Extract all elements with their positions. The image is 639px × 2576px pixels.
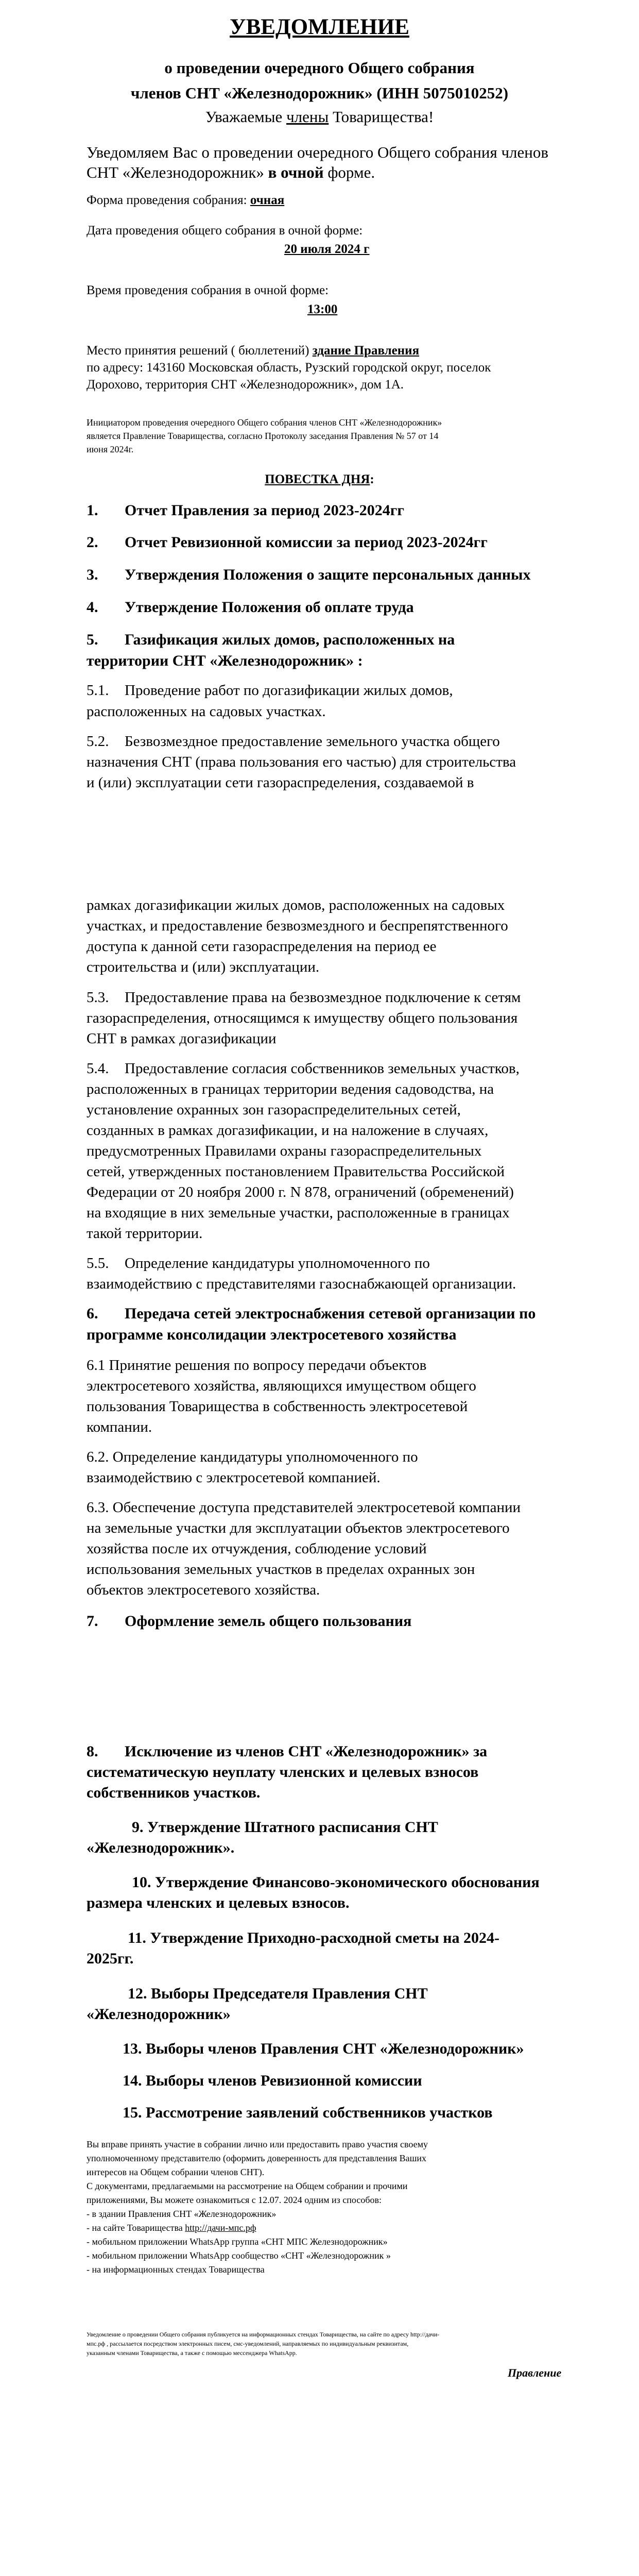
item-5-5-line-2: взаимодействию с представителями газоснабжающей организации.: [87, 1276, 516, 1292]
closing-line-4: С документами, предлагаемыми на рассмотрение на Общем собрании и прочими: [87, 2181, 408, 2191]
subtitle-line-2: членов СНТ «Железнодорожник» (ИНН 5075010252): [130, 84, 509, 102]
agenda-item-9: 9. Утверждение Штатного расписания СНТ: [132, 1819, 438, 1836]
agenda-item-15: 15. Рассмотрение заявлений собственников участков: [123, 2104, 493, 2121]
closing-bullet-2: - на сайте Товарищества http://дачи-мпс.рф: [87, 2223, 256, 2233]
item-5-2-line-6: доступа к данной сети газораспределения на период ее: [87, 938, 437, 955]
signature: Правление: [508, 2366, 562, 2379]
item-5-2-line-5: участках, и предоставление безвозмездного и беспрепятственного: [87, 918, 508, 934]
agenda-item-14: 14. Выборы членов Ревизионной комиссии: [123, 2072, 422, 2089]
place-address-2: Дорохово, территория СНТ «Железнодорожник», дом 1А.: [87, 378, 404, 392]
agenda-item-9-line-2: «Железнодорожник».: [87, 1839, 235, 1856]
item-5-2-line-4: рамках догазификации жилых домов, расположенных на садовых: [87, 897, 505, 913]
closing-bullet-3: - мобильном приложении WhatsApp группа «СНТ МПС Железнодорожник»: [87, 2236, 388, 2247]
footnote-line-3: указанным членами Товарищества, а также с помощью мессенджера WhatsApp.: [87, 2349, 297, 2357]
agenda-item-5: 5. Газификация жилых домов, расположенных на: [87, 631, 455, 648]
meeting-time: 13:00: [307, 302, 338, 316]
item-6-2: 6.2. Определение кандидатуры уполномоченного по: [87, 1449, 418, 1465]
page-title: УВЕДОМЛЕНИЕ: [230, 15, 409, 39]
agenda-item-10: 10. Утверждение Финансово-экономического обоснования: [132, 1874, 540, 1891]
item-5-4: 5.4. Предоставление согласия собственников земельных участков,: [87, 1060, 520, 1077]
item-5-4-line-8: на входящие в них земельные участки, расположенные в границах: [87, 1205, 510, 1221]
agenda-item-8-line-2: систематическую неуплату членских и целевых взносов: [87, 1764, 479, 1781]
intro-line-2: СНТ «Железнодорожник» в очной форме.: [87, 163, 375, 181]
agenda-title: ПОВЕСТКА ДНЯ:: [265, 472, 374, 486]
date-label: Дата проведения общего собрания в очной форме:: [87, 224, 363, 238]
item-5-4-line-2: расположенных в границах территории ведения садоводства, на: [87, 1081, 494, 1097]
item-5-4-line-7: Федерации от 20 ноября 2000 г. N 878, ограничений (обременений): [87, 1184, 514, 1200]
item-5-4-line-4: созданных в рамках догазификации, и на наложение в случаях,: [87, 1122, 489, 1139]
closing-line-2: уполномоченному представителю (оформить доверенность для представления Ваших: [87, 2153, 427, 2163]
item-6-3-line-3: хозяйства после их отчуждения, соблюдение условий: [87, 1540, 427, 1557]
closing-line-5: приложениями, Вы можете ознакомиться с 12.07. 2024 одним из способов:: [87, 2195, 382, 2205]
item-6-1-line-4: компании.: [87, 1419, 152, 1435]
item-6-3-line-5: объектов электросетевого хозяйства.: [87, 1582, 320, 1598]
closing-line-3: интересов на Общем собрании членов СНТ).: [87, 2167, 265, 2177]
item-5-5: 5.5. Определение кандидатуры уполномоченного по: [87, 1255, 430, 1272]
meeting-date: 20 июля 2024 г: [284, 242, 370, 256]
agenda-item-12-line-2: «Железнодорожник»: [87, 2006, 231, 2023]
item-5-1: 5.1. Проведение работ по догазификации жилых домов,: [87, 682, 453, 699]
agenda-item-12: 12. Выборы Председателя Правления СНТ: [128, 1985, 428, 2002]
item-6-3-line-4: использования земельных участков в пределах охранных зон: [87, 1561, 475, 1578]
time-label: Время проведения собрания в очной форме:: [87, 283, 329, 297]
item-5-4-line-6: сетей, утвержденных постановлением Правительства Российской: [87, 1163, 505, 1180]
initiator-line-2: является Правление Товарищества, согласно Протоколу заседания Правления № 57 от 14: [87, 431, 439, 441]
agenda-item-8-line-3: собственников участков.: [87, 1784, 261, 1801]
initiator-line-1: Инициатором проведения очередного Общего собрания членов СНТ «Железнодорожник»: [87, 417, 442, 428]
item-5-1-line-2: расположенных на садовых участках.: [87, 703, 326, 720]
agenda-item-6-line-2: программе консолидации электросетевого хозяйства: [87, 1326, 457, 1343]
greeting: Уважаемые члены Товарищества!: [205, 108, 434, 126]
item-6-2-line-2: взаимодействию с электросетевой компанией.: [87, 1469, 381, 1486]
item-6-1-line-2: электросетевого хозяйства, являющихся имуществом общего: [87, 1378, 476, 1394]
agenda-item-5-line-2: территории СНТ «Железнодорожник» :: [87, 652, 363, 669]
agenda-item-8: 8. Исключение из членов СНТ «Железнодорожник» за: [87, 1743, 488, 1760]
agenda-item-13: 13. Выборы членов Правления СНТ «Железнодорожник»: [123, 2040, 524, 2057]
item-5-2-line-2: назначения СНТ (права пользования его частью) для строительства: [87, 754, 516, 770]
closing-bullet-5: - на информационных стендах Товарищества: [87, 2264, 265, 2275]
item-6-1: 6.1 Принятие решения по вопросу передачи объектов: [87, 1357, 427, 1374]
initiator-line-3: июня 2024г.: [87, 444, 134, 454]
closing-bullet-4: - мобильном приложении WhatsApp сообщество «СНТ «Железнодорожник »: [87, 2250, 391, 2261]
agenda-item-11: 11. Утверждение Приходно-расходной сметы на 2024-: [128, 1929, 500, 1946]
closing-bullet-1: - в здании Правления СНТ «Железнодорожник»: [87, 2209, 277, 2219]
agenda-item-7: 7. Оформление земель общего пользования: [87, 1613, 412, 1630]
meeting-form: Форма проведения собрания: очная: [87, 193, 285, 207]
item-5-4-line-5: предусмотренных Правилами охраны газораспределительных: [87, 1143, 482, 1159]
item-6-3-line-2: на земельные участки для эксплуатации объектов электросетевого: [87, 1520, 510, 1536]
intro-line-1: Уведомляем Вас о проведении очередного Общего собрания членов: [87, 143, 549, 161]
item-6-3: 6.3. Обеспечение доступа представителей электросетевой компании: [87, 1499, 521, 1516]
item-5-2-line-3: и (или) эксплуатации сети газораспределения, создаваемой в: [87, 774, 474, 791]
item-5-3: 5.3. Предоставление права на безвозмездное подключение к сетям: [87, 989, 521, 1006]
subtitle-line-1: о проведении очередного Общего собрания: [164, 59, 475, 77]
agenda-item-2: 2. Отчет Ревизионной комиссии за период 2023-2024гг: [87, 534, 488, 551]
item-5-3-line-2: газораспределения, относящимся к имуществу общего пользования: [87, 1010, 518, 1026]
agenda-item-11-line-2: 2025гг.: [87, 1950, 134, 1967]
agenda-item-3: 3. Утверждения Положения о защите персональных данных: [87, 566, 531, 583]
item-5-2-line-7: строительства и (или) эксплуатации.: [87, 959, 320, 975]
item-5-4-line-9: такой территории.: [87, 1225, 203, 1242]
closing-line-1: Вы вправе принять участие в собрании лично или предоставить право участия своему: [87, 2139, 428, 2149]
agenda-item-6: 6. Передача сетей электроснабжения сетевой организации по: [87, 1305, 536, 1322]
agenda-item-1: 1. Отчет Правления за период 2023-2024гг: [87, 502, 404, 519]
agenda-item-10-line-2: размера членских и целевых взносов.: [87, 1894, 350, 1911]
item-5-3-line-3: СНТ в рамках догазификации: [87, 1030, 277, 1047]
footnote-line-2: мпс.рф , рассылается посредством электронных писем, смс-уведомлений, направляемых по индивидуальным реквизитам,: [87, 2340, 409, 2347]
item-6-1-line-3: пользования Товарищества в собственность электросетевой: [87, 1398, 468, 1415]
place-address-1: по адресу: 143160 Московская область, Рузский городской округ, поселок: [87, 361, 491, 375]
footnote-line-1: Уведомление о проведении Общего собрания публикуется на информационных стендах Товарищества, на сайте по адресу http://дачи-: [87, 2331, 440, 2338]
agenda-item-4: 4. Утверждение Положения об оплате труда: [87, 599, 414, 616]
site-link[interactable]: http://дачи-мпс.рф: [185, 2223, 256, 2233]
item-5-4-line-3: установление охранных зон газораспределительных сетей,: [87, 1101, 461, 1118]
place-label: Место принятия решений ( бюллетений) здание Правления: [87, 344, 420, 358]
item-5-2: 5.2. Безвозмездное предоставление земельного участка общего: [87, 733, 500, 750]
